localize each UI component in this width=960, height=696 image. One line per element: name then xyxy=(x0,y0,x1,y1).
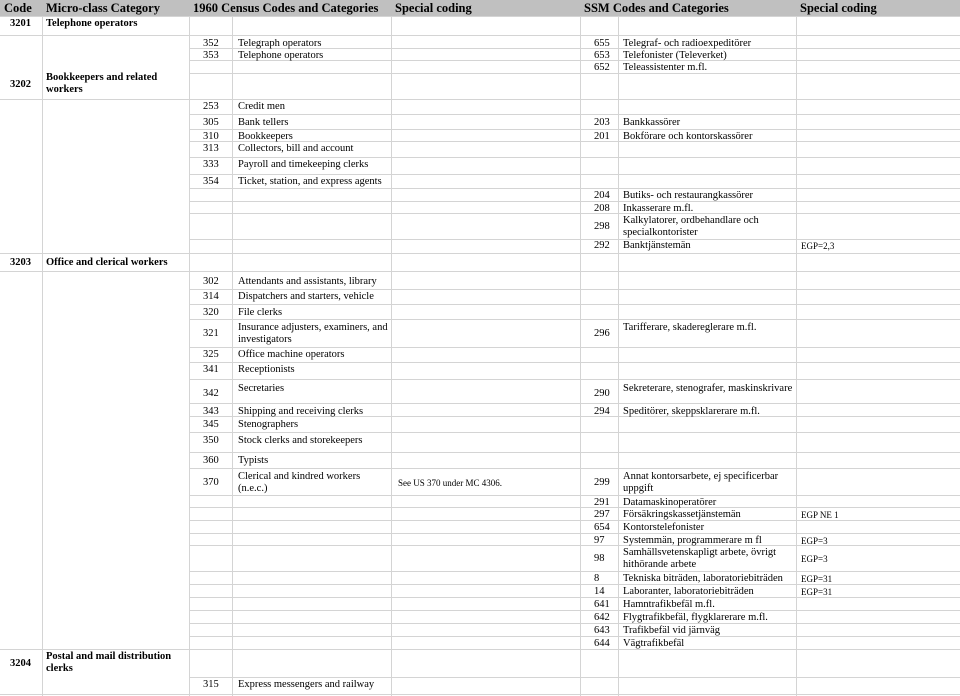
grid-hline xyxy=(189,188,960,189)
census-code: 315 xyxy=(203,679,219,690)
ssm-code: 208 xyxy=(594,203,610,214)
grid-hline xyxy=(0,16,189,17)
ssm-code: 644 xyxy=(594,638,610,649)
census-code: 253 xyxy=(203,101,219,112)
grid-hline xyxy=(189,347,960,348)
ssm-label: Bankkassörer xyxy=(623,117,681,128)
grid-hline xyxy=(189,495,960,496)
census-label: Typists xyxy=(238,455,269,466)
ssm-label: Kontorstelefonister xyxy=(623,522,705,533)
group-code: 3204 xyxy=(10,658,31,669)
grid-hline xyxy=(0,649,189,650)
grid-hline xyxy=(189,157,960,158)
ssm-label: Inkasserare m.fl. xyxy=(623,203,694,214)
grid-hline xyxy=(189,99,960,100)
ssm-code: 203 xyxy=(594,117,610,128)
ssm-label: Sekreterare, stenografer, maskinskrivare xyxy=(623,383,793,394)
census-label: Secretaries xyxy=(238,383,285,394)
grid-hline xyxy=(189,253,960,254)
ssm-label: Trafikbefäl vid järnväg xyxy=(623,625,721,636)
census-label: Payroll and timekeeping clerks xyxy=(238,159,369,170)
census-label: Insurance adjusters, examiners, and investigators xyxy=(238,322,388,345)
grid-vline xyxy=(796,16,797,696)
grid-hline xyxy=(189,452,960,453)
header-micro-class: Micro-class Category xyxy=(42,0,189,16)
ssm-code: 8 xyxy=(594,573,600,584)
census-code: 345 xyxy=(203,419,219,430)
ssm-label: Systemmän, programmerare m fl xyxy=(623,535,762,546)
ssm-code: 296 xyxy=(594,328,610,339)
grid-hline xyxy=(189,201,960,202)
ssm-label: Datamaskinoperatörer xyxy=(623,497,717,508)
ssm-label: Kalkylatorer, ordbehandlare och specialkontorister xyxy=(623,215,759,238)
ssm-code: 204 xyxy=(594,190,610,201)
ssm-label: Hamntrafikbefäl m.fl. xyxy=(623,599,715,610)
census-label: Attendants and assistants, library xyxy=(238,276,377,287)
group-name: Office and clerical workers xyxy=(46,257,168,268)
grid-hline xyxy=(189,468,960,469)
ssm-code: 98 xyxy=(594,553,605,564)
ssm-special: EGP=31 xyxy=(801,574,833,584)
grid-hline xyxy=(189,174,960,175)
ssm-special: EGP=31 xyxy=(801,587,833,597)
ssm-code: 653 xyxy=(594,50,610,61)
ssm-code: 642 xyxy=(594,612,610,623)
grid-hline xyxy=(189,571,960,572)
grid-hline xyxy=(189,694,960,695)
grid-hline xyxy=(0,35,189,36)
census-code: 341 xyxy=(203,364,219,375)
grid-hline xyxy=(189,432,960,433)
census-code: 305 xyxy=(203,117,219,128)
ssm-special: EGP=2,3 xyxy=(801,241,835,251)
ssm-label: Samhällsvetenskapligt arbete, övrigt hithörande arbete xyxy=(623,547,777,570)
census-code: 342 xyxy=(203,388,219,399)
ssm-special: EGP=3 xyxy=(801,554,828,564)
ssm-special: EGP=3 xyxy=(801,536,828,546)
ssm-code: 290 xyxy=(594,388,610,399)
census-code: 354 xyxy=(203,176,219,187)
ssm-label: Banktjänstemän xyxy=(623,240,691,251)
census-label: Stock clerks and storekeepers xyxy=(238,435,363,446)
header-census: 1960 Census Codes and Categories xyxy=(189,0,391,16)
grid-hline xyxy=(189,319,960,320)
census-code: 343 xyxy=(203,406,219,417)
grid-hline xyxy=(189,213,960,214)
census-label: Clerical and kindred workers (n.e.c.) xyxy=(238,471,361,494)
ssm-code: 97 xyxy=(594,535,605,546)
census-code: 314 xyxy=(203,291,219,302)
grid-hline xyxy=(0,99,189,100)
grid-vline xyxy=(618,16,619,696)
group-code: 3201 xyxy=(10,18,31,29)
ssm-code: 654 xyxy=(594,522,610,533)
census-code: 320 xyxy=(203,307,219,318)
census-special: See US 370 under MC 4306. xyxy=(398,478,502,488)
grid-hline xyxy=(189,239,960,240)
grid-hline xyxy=(189,16,960,17)
grid-hline xyxy=(189,649,960,650)
grid-hline xyxy=(189,533,960,534)
census-label: Stenographers xyxy=(238,419,299,430)
ssm-label: Speditörer, skeppsklarerare m.fl. xyxy=(623,406,760,417)
grid-hline xyxy=(189,73,960,74)
census-code: 302 xyxy=(203,276,219,287)
grid-hline xyxy=(189,114,960,115)
census-label: Credit men xyxy=(238,101,285,112)
census-code: 321 xyxy=(203,328,219,339)
grid-hline xyxy=(189,623,960,624)
census-label: Office machine operators xyxy=(238,349,345,360)
grid-hline xyxy=(189,520,960,521)
grid-hline xyxy=(189,584,960,585)
grid-hline xyxy=(189,636,960,637)
ssm-label: Tarifferare, skadereglerare m.fl. xyxy=(623,322,757,333)
header-special-1: Special coding xyxy=(391,0,580,16)
census-label: Receptionists xyxy=(238,364,295,375)
ssm-code: 299 xyxy=(594,477,610,488)
ssm-code: 643 xyxy=(594,625,610,636)
ssm-special: EGP NE 1 xyxy=(801,510,839,520)
ssm-code: 297 xyxy=(594,509,610,520)
grid-hline xyxy=(189,545,960,546)
grid-vline xyxy=(42,16,43,696)
census-label: Telephone operators xyxy=(238,50,324,61)
grid-hline xyxy=(189,35,960,36)
ssm-code: 641 xyxy=(594,599,610,610)
ssm-label: Teleassistenter m.fl. xyxy=(623,62,708,73)
group-name: Bookkeepers and related workers xyxy=(46,72,158,95)
grid-hline xyxy=(189,271,960,272)
grid-hline xyxy=(189,677,960,678)
ssm-code: 14 xyxy=(594,586,605,597)
ssm-label: Vägtrafikbefäl xyxy=(623,638,685,649)
header-special-2: Special coding xyxy=(796,0,960,16)
census-label: Bank tellers xyxy=(238,117,289,128)
census-code: 350 xyxy=(203,435,219,446)
census-label: Bookkeepers xyxy=(238,131,293,142)
grid-hline xyxy=(189,610,960,611)
ssm-label: Annat kontorsarbete, ej specificerbar uppgift xyxy=(623,471,779,494)
ssm-label: Flygtrafikbefäl, flygklarerare m.fl. xyxy=(623,612,768,623)
census-code: 313 xyxy=(203,143,219,154)
grid-vline xyxy=(189,16,190,696)
census-label: Telegraph operators xyxy=(238,38,322,49)
census-code: 360 xyxy=(203,455,219,466)
grid-hline xyxy=(189,289,960,290)
grid-vline xyxy=(391,16,392,696)
grid-vline xyxy=(580,16,581,696)
census-code: 352 xyxy=(203,38,219,49)
ssm-label: Telefonister (Televerket) xyxy=(623,50,727,61)
census-code: 333 xyxy=(203,159,219,170)
group-code: 3203 xyxy=(10,257,31,268)
grid-hline xyxy=(189,362,960,363)
header-code: Code xyxy=(0,0,42,16)
header-ssm: SSM Codes and Categories xyxy=(580,0,796,16)
ssm-label: Försäkringskassetjänstemän xyxy=(623,509,741,520)
grid-hline xyxy=(189,597,960,598)
grid-hline xyxy=(189,129,960,130)
ssm-code: 652 xyxy=(594,62,610,73)
census-label: Ticket, station, and express agents xyxy=(238,176,382,187)
ssm-label: Butiks- och restaurangkassörer xyxy=(623,190,754,201)
group-name: Postal and mail distribution clerks xyxy=(46,651,172,674)
census-code: 353 xyxy=(203,50,219,61)
group-code: 3202 xyxy=(10,79,31,90)
census-label: Collectors, bill and account xyxy=(238,143,354,154)
ssm-label: Telegraf- och radioexpeditörer xyxy=(623,38,752,49)
ssm-label: Tekniska biträden, laboratoriebiträden xyxy=(623,573,783,584)
grid-hline xyxy=(189,403,960,404)
census-label: Shipping and receiving clerks xyxy=(238,406,364,417)
ssm-label: Bokförare och kontorskassörer xyxy=(623,131,753,142)
ssm-label: Laboranter, laboratoriebiträden xyxy=(623,586,754,597)
census-label: Express messengers and railway xyxy=(238,679,375,690)
census-code: 370 xyxy=(203,477,219,488)
ssm-code: 201 xyxy=(594,131,610,142)
grid-hline xyxy=(189,379,960,380)
grid-hline xyxy=(0,271,189,272)
ssm-code: 655 xyxy=(594,38,610,49)
ssm-code: 298 xyxy=(594,221,610,232)
census-code: 310 xyxy=(203,131,219,142)
grid-hline xyxy=(0,694,189,695)
grid-vline xyxy=(232,16,233,696)
grid-hline xyxy=(0,253,189,254)
ssm-code: 291 xyxy=(594,497,610,508)
census-code: 325 xyxy=(203,349,219,360)
census-label: File clerks xyxy=(238,307,283,318)
group-name: Telephone operators xyxy=(46,18,138,29)
grid-hline xyxy=(189,304,960,305)
ssm-code: 294 xyxy=(594,406,610,417)
grid-hline xyxy=(189,507,960,508)
ssm-code: 292 xyxy=(594,240,610,251)
census-label: Dispatchers and starters, vehicle xyxy=(238,291,374,302)
